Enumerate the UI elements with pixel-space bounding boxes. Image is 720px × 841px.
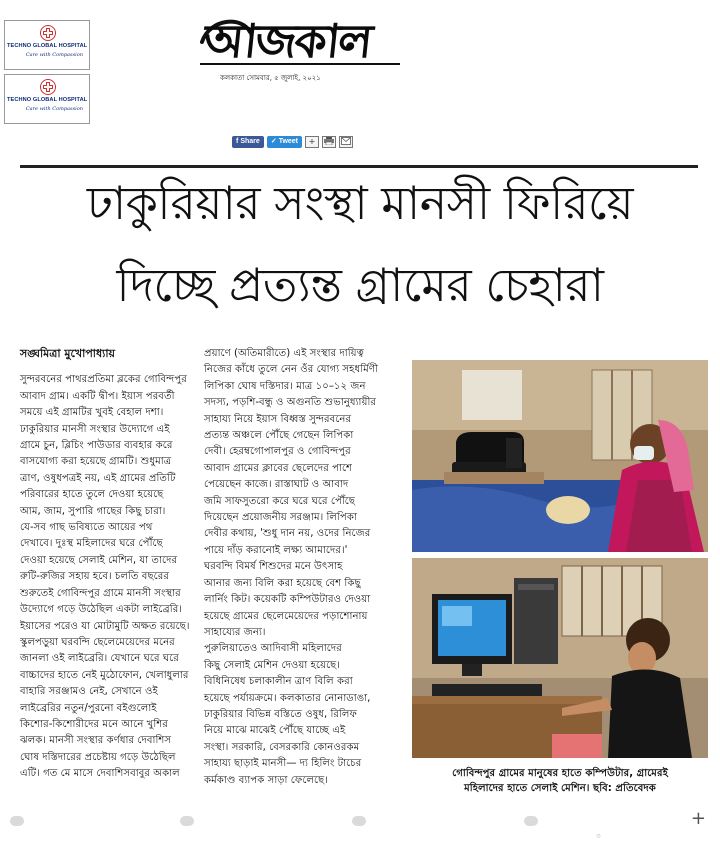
article-text-line: এটি। গত মে মাসে দেবাশিসবাবুর অকাল [20,768,180,780]
viewer-bottom-bar [0,806,720,841]
article-text-line: বিধিনিষেধ চলাকালীন ত্রাণ বিলি করা [204,676,353,688]
article-column-2 [204,346,410,789]
article-text-line: পরিবারের হাতে তুলে দেওয়া হয়েছে [20,489,164,501]
caption-line-1: গোবিন্দপুর গ্রামের মানুষের হাতে কম্পিউটার, গ্রামেরই [452,768,668,779]
email-icon [341,137,351,145]
article-text-line: কিছু সেলাই মেশিন দেওয়া হয়েছে। [204,659,340,671]
article-text-line: নিজের কাঁধে তুলে নেন ওঁর যোগ্য সহধর্মিণী [204,364,378,376]
article-text-line: জানলা ওই লাইব্রেরি। যেখানে ঘরে ঘরে [20,653,179,665]
article-column-1 [20,346,200,783]
article-text-line: শুরুতেই গোবিন্দপুর গ্রামে মানসী সংস্থার [20,587,181,599]
article-text-line: সদস্য, পড়শি-বন্ধু ও অগুনতি শুভানুধ্যায়ীর [204,397,377,409]
facebook-share-button[interactable] [232,136,264,148]
share-toolbar [232,135,353,149]
article-text-line: বাহারি সরঞ্জামও নেই, সেখানে ওই [20,686,158,698]
article-text-line: সুন্দরবনের পাথরপ্রতিমা ব্লকের গোবিন্দপুর [20,374,187,386]
article-text-line: আনার জন্য বিলি করা হয়েছে বেশ কিছু [204,577,361,589]
article-text-line: লার্নিং কিট। কয়েকটি কম্পিউটারও দেওয়া [204,594,371,606]
article-text-line: পায়ে দাঁড় করানোই লক্ষ্য আমাদের।' [204,544,348,556]
tweet-button[interactable] [267,136,302,148]
article-headline-line-2: দিচ্ছে প্রত্যন্ত গ্রামের চেহারা [116,258,604,312]
article-text-line: উদ্যোগে গড়ে উঠেছিল একটা লাইব্রেরি। [20,604,182,616]
column-1-body [20,372,200,782]
article-text-line: ঘরবন্দি বিমর্ষ শিশুদের মনে উৎসাহ [204,561,343,573]
article-text-line: বাসযোগ্য করা হয়েছে গ্রামটি। শুধুমাত্র [20,456,172,468]
computer-scene [412,558,708,758]
tweet-label: Tweet [278,138,299,145]
article-text-line: ঝলক। মানসী সংস্থার কর্ণধার দেবাশিস [20,735,172,747]
article-byline: সঙ্ঘমিত্রা মুখোপাধ্যায় [20,347,116,360]
article-text-line: আবাদ গ্রাম। একটি দ্বীপ। ইয়াস পরবর্তী [20,390,175,402]
page-indicator-dot[interactable] [10,816,24,826]
photo-sewing-machine [412,360,708,552]
hospital-cross-icon [40,79,56,95]
facebook-icon: f [236,138,239,145]
sewing-machine-scene [412,360,708,552]
ad-hospital-name: TECHNO GLOBAL HOSPITAL [7,43,88,49]
article-text-line: ইয়াসের পরেও যা মোটামুটি অক্ষত রয়েছে। [20,620,190,632]
ad-hospital-name: TECHNO GLOBAL HOSPITAL [7,97,88,103]
article-text-line: হয়েছে গ্রামের ছেলেমেয়েদের পড়াশোনায় [204,610,368,622]
article-text-line: দেবী। হেরম্বগোপালপুর ও গোবিন্দপুর [204,446,351,458]
masthead-title: আজকাল [201,14,374,68]
page-indicator-dot[interactable] [524,816,538,826]
article-headline-line-1: ঢাকুরিয়ার সংস্থা মানসী ফিরিয়ে [86,176,634,230]
article-text-line: হয়েছে পর্যায়ক্রমে। কলকাতার নোনাডাঙা, [204,692,371,704]
article-text-line: গ্রামে চুন, ব্লিচিং পাউডার ব্যবহার করে [20,440,173,452]
article-text-line: যে-সব গাছ ভবিষ্যতে আয়ের পথ [20,522,153,534]
zoom-plus-icon[interactable]: + [690,808,706,829]
page-indicator-dot[interactable] [180,816,194,826]
article-text-line: ঢাকুরিয়ার বিভিন্ন বস্তিতে ওষুধ, রিলিফ [204,708,357,720]
column-2-body [204,346,410,789]
article-text-line: আম, জাম, সুপারি গাছের কিছু চারা। [20,505,166,517]
article-text-line: লাইব্রেরির নতুন/পুরনো বইগুলোই [20,702,157,714]
article-text-line: প্রত্যন্ত অঞ্চলে পৌঁছে গেছেন লিপিকা [204,430,354,442]
email-button[interactable] [339,136,353,148]
hospital-ad-banner[interactable] [4,74,90,124]
plus-label: + [308,137,316,146]
article-text-line: বাচ্চাদের হাতে নেই মুঠোফোন, খেলাধুলার [20,669,189,681]
print-button[interactable] [322,136,336,148]
article-text-line: দেওয়া হয়েছে সেলাই মেশিন, যা তাদের [20,554,178,566]
article-text-line: প্রয়াণে (অতিমারীতে) এই সংস্থার দায়িত্ব [204,348,364,359]
article-text-line: ঢাকুরিয়ার মানসী সংস্থার উদ্যোগে এই [20,423,170,435]
article-text-line: সংস্থা। সরকারি, বেসরকারি কোনওরকম [204,741,360,753]
article-text-line: কিশোর-কিশোরীদের মনে আনে খুশির [20,718,168,730]
photo-computer [412,558,708,758]
article-text-line: সাহায্য ছাড়াই মানসী— দ্য হিলিং টাচের [204,758,362,770]
print-icon [324,137,334,145]
hospital-ad-banner[interactable] [4,20,90,70]
page-indicator-dot[interactable] [352,816,366,826]
article-text-line: রুটি-রুজির সহায় হবে। চলতি বছরের [20,571,169,583]
article-text-line: সময়ে এই গ্রামটির খুবই বেহাল দশা। [20,407,164,419]
article-text-line: কর্মকাণ্ড ব্যাপক সাড়া ফেলেছে। [204,774,328,786]
article-text-line: দেবীর কথায়, 'শুধু দান নয়, ওদের নিজের [204,528,371,540]
newspaper-masthead [190,12,420,70]
page-number: ৩ [596,832,601,840]
google-plus-button[interactable] [305,136,319,148]
article-text-line: আবাদ গ্রামের ক্লাবের ছেলেদের পাশে [204,462,353,474]
article-text-line: নিয়ে মাঝে মাঝেই পৌঁছে যাচ্ছে এই [204,725,346,737]
caption-line-2: মহিলাদের হাতে সেলাই মেশিন। ছবি: প্রতিবেদক [464,783,656,794]
article-text-line: পেয়েছেন কাজে। রাস্তাঘাট ও আবাদ [204,479,349,491]
twitter-icon: ✓ [270,138,277,145]
article-text-line: সাহায্য নিয়ে ইয়াস বিধ্বস্ত সুন্দরবনের [204,413,352,425]
article-text-line: স্কুলপড়ুয়া ঘরবন্দি ছেলেমেয়েদের মনের [20,636,175,648]
article-text-line: সাহায্যের জন্য। [204,626,266,638]
article-text-line: দেখাবে। দুঃস্থ মহিলাদের ঘরে পৌঁছে [20,538,163,550]
article-text-line: দিয়েছেন প্রয়োজনীয় সরঞ্জাম। লিপিকা [204,512,357,524]
article-text-line: জমি সাফসুতরো করে ঘরে ঘরে পৌঁছে [204,495,356,507]
article-text-line: ঘোষ দস্তিদারের প্রচেষ্টায় গড়ে উঠেছিল [20,751,176,763]
ad-tagline: Care with Compassion [25,52,83,58]
dateline: কলকাতা সোমবার, ৫ জুলাই, ২০২১ [220,74,321,82]
photo-caption [412,766,708,796]
article-text-line: পুরুলিয়াতেও আদিবাসী মহিলাদের [204,643,342,655]
facebook-share-label: Share [240,138,260,145]
ad-tagline: Care with Compassion [25,106,83,112]
article-text-line: লিপিকা ঘোষ দস্তিদার। মাত্র ১০–১২ জন [204,380,366,392]
article-text-line: ত্রাণ, ওষুধপত্রই নয়, এই গ্রামের প্রতিটি [20,472,176,484]
hospital-cross-icon [40,25,56,41]
headline-rule [20,165,698,168]
